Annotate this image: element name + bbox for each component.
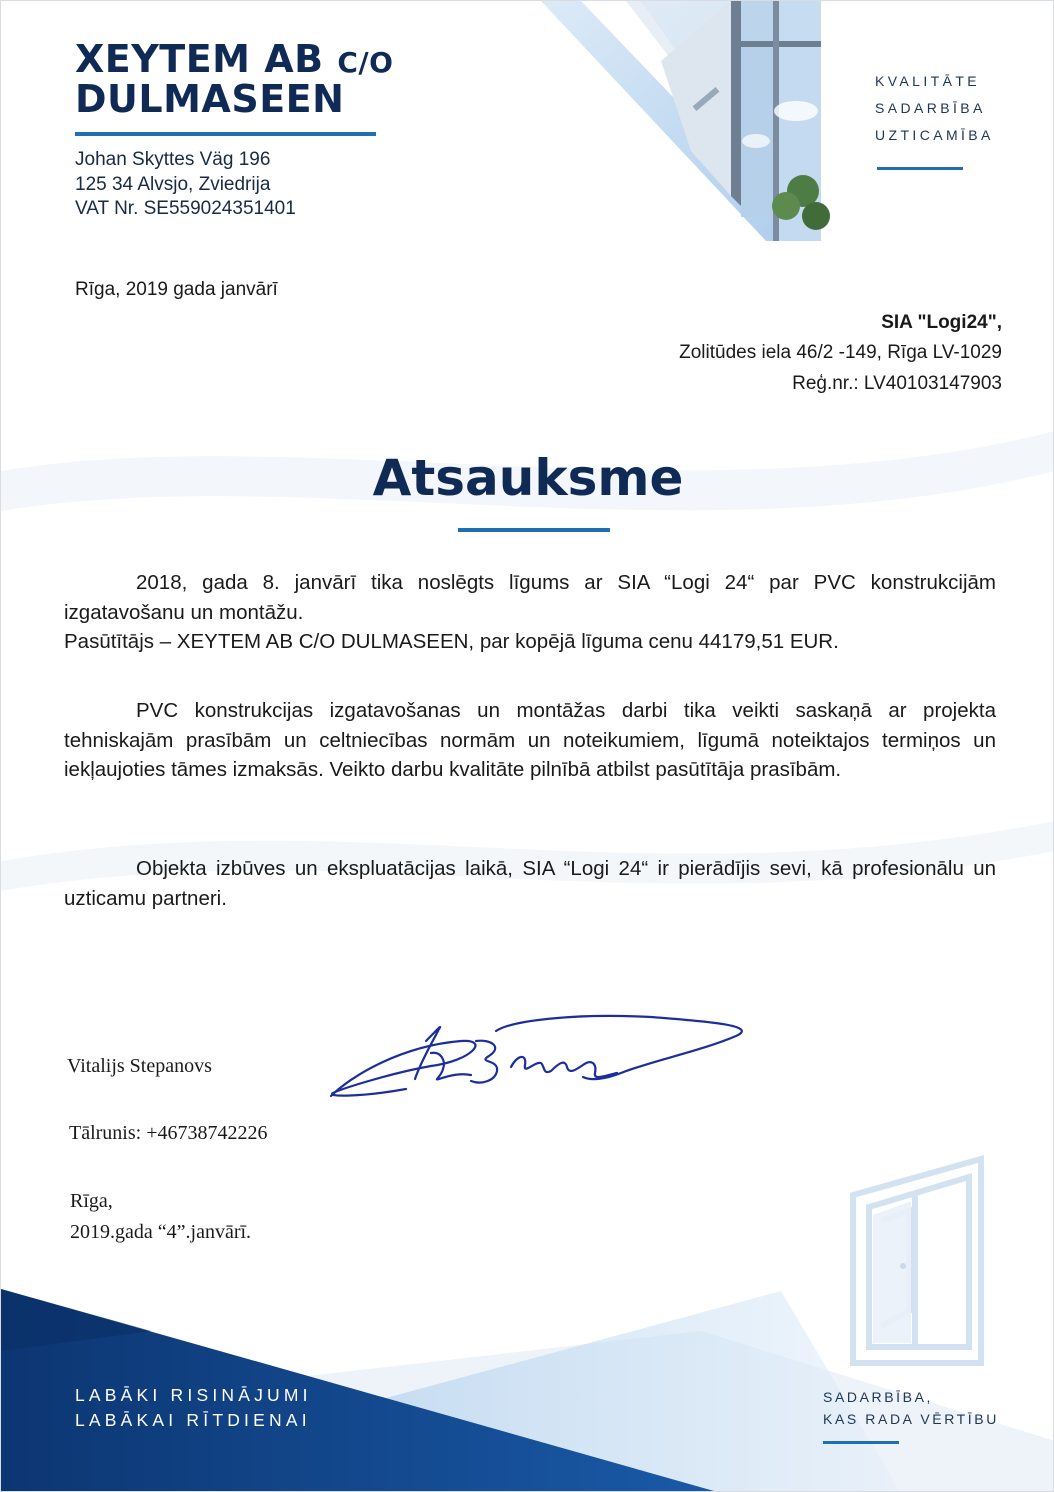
company-name-line2: DULMASEEN: [75, 77, 345, 121]
title-underline: [458, 528, 610, 532]
recipient-address: Zolitūdes iela 46/2 -149, Rīga LV-1029: [679, 342, 1002, 363]
tagline-cooperation: SADARBĪBA: [875, 100, 986, 116]
body-paragraph-1-customer: Pasūtītājs – XEYTEM AB C/O DULMASEEN, par kopējā līguma cenu 44179,51 EUR.: [64, 630, 839, 653]
signatory-phone: Tālrunis: +46738742226: [69, 1122, 268, 1144]
footer-motto-line1: SADARBĪBA,: [823, 1389, 934, 1405]
company-address-city: 125 34 Alvsjo, Zviedrija: [75, 174, 271, 195]
building-photo: [541, 1, 831, 246]
recipient-name: SIA "Logi24",: [881, 312, 1002, 333]
body-paragraph-3: [64, 854, 996, 913]
tagline-quality: KVALITĀTE: [875, 73, 981, 89]
letter-date: Rīga, 2019 gada janvārī: [75, 279, 278, 300]
closing-date: 2019.gada “4”.janvārī.: [70, 1221, 252, 1243]
signature: [321, 1001, 751, 1111]
page-title: Atsauksme: [372, 449, 684, 507]
body-paragraph-2-text: PVC konstrukcijas izgatavošanas un montāžas darbi tika veikti saskaņā ar projekta tehniskajām prasībām un celtniecības normām un noteikumiem, līgumā noteiktajos termiņos un iekļaujoties tāmes izmaksās. Veikto darbu kvalitāte pilnībā atbilst pasūtītāja prasībām.: [64, 699, 996, 781]
tagline-underline: [877, 167, 963, 170]
footer-decoration: [1, 1271, 1054, 1492]
recipient-reg-number: Reģ.nr.: LV40103147903: [792, 373, 1002, 394]
body-paragraph-1-text: 2018, gada 8. janvārī tika noslēgts līgums ar SIA “Logi 24“ par PVC konstrukcijām izgatavošanu un montāžu.: [64, 571, 996, 624]
footer-motto-line2: KAS RADA VĒRTĪBU: [823, 1411, 999, 1427]
company-name-line1: XEYTEM AB C/O: [75, 37, 394, 81]
logo-underline: [75, 132, 376, 136]
company-address-street: Johan Skyttes Väg 196: [75, 149, 271, 170]
closing-place: Rīga,: [70, 1190, 113, 1212]
company-vat-number: VAT Nr. SE559024351401: [75, 198, 296, 219]
body-paragraph-1: [64, 568, 996, 657]
footer-slogan-line2: LABĀKAI RĪTDIENAI: [75, 1410, 311, 1430]
body-paragraph-2: [64, 696, 996, 785]
tagline-trust: UZTICAMĪBA: [875, 127, 994, 143]
footer-motto-underline: [823, 1441, 899, 1444]
footer-slogan-line1: LABĀKI RISINĀJUMI: [75, 1385, 312, 1405]
signatory-name: Vitalijs Stepanovs: [67, 1055, 212, 1077]
body-paragraph-3-text: Objekta izbūves un ekspluatācijas laikā, SIA “Logi 24“ ir pierādījis sevi, kā profesionālu un uzticamu partneri.: [64, 857, 996, 910]
